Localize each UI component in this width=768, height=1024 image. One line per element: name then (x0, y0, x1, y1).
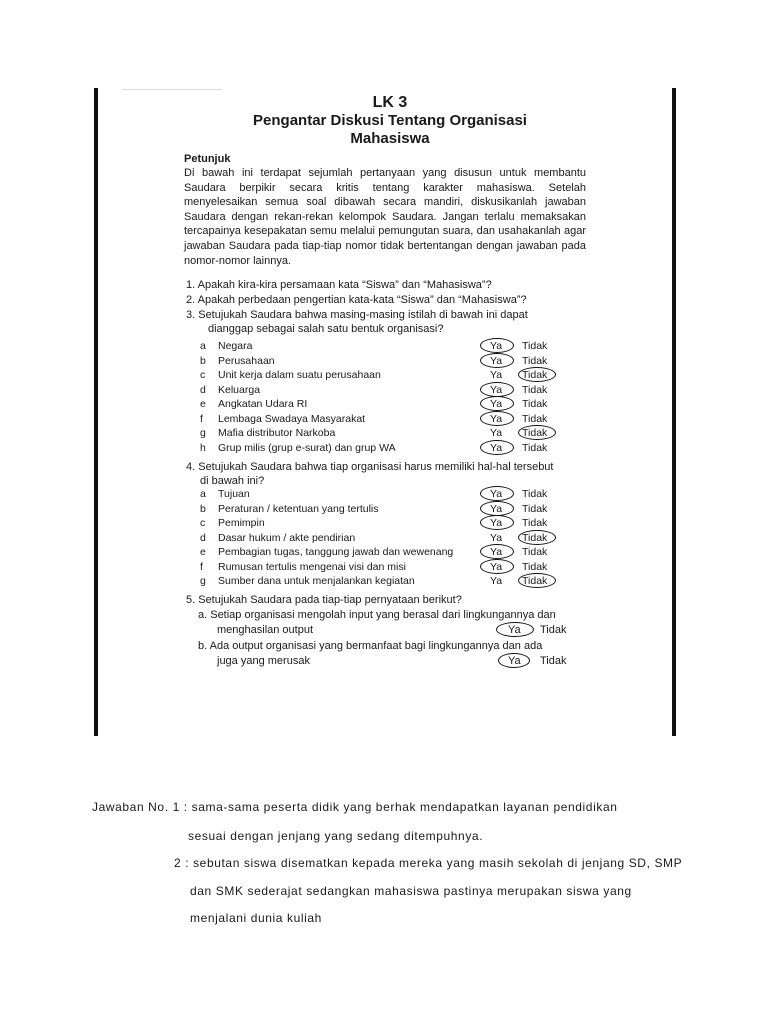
option-tidak: Tidak (522, 546, 548, 558)
question-4-cont: di bawah ini? (200, 475, 265, 487)
option-tidak: Tidak (522, 517, 548, 529)
option-row (200, 575, 580, 589)
option-letter: b (200, 502, 206, 515)
answer-circle (480, 396, 514, 411)
option-row (200, 355, 580, 369)
q5a-answer-circle (496, 622, 534, 637)
answer-circle (480, 501, 514, 516)
worksheet-code: LK 3 (372, 94, 408, 111)
option-label: Unit kerja dalam suatu perusahaan (218, 369, 381, 381)
option-ya: Ya (490, 340, 503, 352)
option-label: Negara (218, 340, 253, 352)
option-label: Rumusan tertulis mengenai visi dan misi (218, 560, 406, 573)
option-ya: Ya (490, 383, 503, 396)
answer-circle (518, 367, 556, 382)
option-label: Sumber dana untuk menjalankan kegiatan (218, 575, 415, 587)
answer-circle (480, 338, 514, 353)
option-letter: d (200, 383, 206, 396)
option-row (200, 546, 580, 560)
option-tidak: Tidak (522, 398, 548, 410)
answer-circle (480, 559, 514, 574)
option-row (200, 384, 580, 398)
answer-line-5: menjalani dunia kuliah (190, 911, 322, 925)
answer-line-4: dan SMK sederajat sedangkan mahasiswa pastinya merupakan siswa yang (190, 884, 632, 898)
option-tidak: Tidak (522, 560, 548, 573)
instructions-heading: Petunjuk (184, 153, 231, 165)
option-tidak: Tidak (522, 531, 548, 544)
option-tidak: Tidak (522, 502, 548, 515)
answer-circle (480, 515, 514, 530)
option-tidak: Tidak (522, 340, 548, 352)
scan-right-edge (672, 88, 676, 736)
answer-circle (480, 382, 514, 397)
q5b-ya: Ya (508, 655, 521, 667)
option-letter: e (200, 546, 206, 558)
option-ya: Ya (490, 546, 503, 558)
option-tidak: Tidak (522, 575, 548, 587)
instructions-paragraph: Di bawah ini terdapat sejumlah pertanyaan yang disusun untuk membantu Saudara berpikir secara kritis tentang karakter mahasiswa. Setelah menyelesaikan semua soal dibawah secara mandiri, diskusikanlah jawaban Saudara dengan rekan-rekan kelompok Saudara. Jangan terlalu memaksakan tercapainya kesepakatan semu melalui pemungutan suara, dan usahakanlah agar jawaban Saudara pada tiap-tiap nomor tidak bertentangan dengan jawaban pada nomor-nomor lainnya. (184, 167, 586, 267)
option-letter: g (200, 427, 206, 439)
answer-circle (480, 440, 514, 455)
option-label: Tujuan (218, 488, 250, 500)
option-label: Keluarga (218, 383, 261, 396)
q5a-tidak: Tidak (540, 624, 567, 636)
scan-left-edge (94, 88, 98, 736)
option-letter: d (200, 531, 206, 544)
option-label: Pemimpin (218, 517, 265, 529)
option-label: Dasar hukum / akte pendirian (218, 531, 356, 544)
option-letter: f (200, 412, 203, 425)
scan-top-mark (122, 89, 222, 90)
question-5b-cont: juga yang merusak (217, 655, 310, 667)
answer-circle (480, 544, 514, 559)
option-ya: Ya (490, 488, 503, 500)
option-label: Perusahaan (218, 354, 275, 367)
option-letter: h (200, 441, 206, 454)
answer-line-3: 2 : sebutan siswa disematkan kepada mereka yang masih sekolah di jenjang SD, SMP (174, 856, 683, 870)
option-letter: g (200, 575, 206, 587)
option-ya: Ya (490, 531, 503, 544)
option-row (200, 532, 580, 546)
q5b-tidak: Tidak (540, 655, 567, 667)
option-letter: c (200, 517, 206, 529)
option-ya: Ya (490, 412, 503, 425)
option-letter: f (200, 560, 203, 573)
option-row (200, 561, 580, 575)
option-tidak: Tidak (522, 369, 548, 381)
option-ya: Ya (490, 502, 503, 515)
option-row (200, 340, 580, 354)
answer-line-2: sesuai dengan jenjang yang sedang ditempuhnya. (188, 829, 484, 843)
option-row (200, 517, 580, 531)
question-4: 4. Setujukah Saudara bahwa tiap organisasi harus memiliki hal-hal tersebut (186, 461, 554, 473)
option-row (200, 398, 580, 412)
option-ya: Ya (490, 398, 503, 410)
option-ya: Ya (490, 427, 503, 439)
answer-circle (518, 530, 556, 545)
question-1: 1. Apakah kira-kira persamaan kata “Siswa” dan “Mahasiswa”? (186, 279, 492, 291)
option-tidak: Tidak (522, 441, 548, 454)
worksheet-title-line2: Mahasiswa (350, 130, 430, 147)
question-2: 2. Apakah perbedaan pengertian kata-kata “Siswa” dan “Mahasiswa”? (186, 294, 527, 306)
option-ya: Ya (490, 560, 503, 573)
worksheet-title-line1: Pengantar Diskusi Tentang Organisasi (253, 112, 527, 129)
option-letter: b (200, 354, 206, 367)
answer-line-1: Jawaban No. 1 : sama-sama peserta didik yang berhak mendapatkan layanan pendidikan (92, 800, 618, 814)
option-ya: Ya (490, 575, 503, 587)
option-tidak: Tidak (522, 488, 548, 500)
answer-circle (480, 486, 514, 501)
option-tidak: Tidak (522, 354, 548, 367)
question-5a: a. Setiap organisasi mengolah input yang berasal dari lingkungannya dan (198, 609, 556, 621)
answer-circle (518, 425, 556, 440)
option-ya: Ya (490, 517, 503, 529)
question-5a-cont: menghasilan output (217, 624, 314, 636)
option-label: Angkatan Udara RI (218, 398, 308, 410)
option-letter: a (200, 488, 206, 500)
option-ya: Ya (490, 354, 503, 367)
option-label: Lembaga Swadaya Masyarakat (218, 412, 366, 425)
option-tidak: Tidak (522, 412, 548, 425)
option-row (200, 369, 580, 383)
question-5: 5. Setujukah Saudara pada tiap-tiap pernyataan berikut? (186, 594, 462, 606)
question-3: 3. Setujukah Saudara bahwa masing-masing istilah di bawah ini dapat (186, 309, 528, 321)
q5a-ya: Ya (508, 624, 521, 636)
option-label: Pembagian tugas, tanggung jawab dan wewenang (218, 546, 454, 558)
option-ya: Ya (490, 441, 503, 454)
option-row (200, 413, 580, 427)
option-tidak: Tidak (522, 427, 548, 439)
option-row (200, 427, 580, 441)
option-label: Mafia distributor Narkoba (218, 427, 336, 439)
option-letter: a (200, 340, 206, 352)
answer-circle (480, 411, 514, 426)
option-tidak: Tidak (522, 383, 548, 396)
option-row (200, 488, 580, 502)
option-row (200, 442, 580, 456)
option-letter: c (200, 369, 206, 381)
option-label: Grup milis (grup e-surat) dan grup WA (218, 441, 396, 454)
answer-circle (480, 353, 514, 368)
answer-circle (518, 573, 556, 588)
question-3-cont: dianggap sebagai salah satu bentuk organisasi? (208, 323, 444, 335)
option-label: Peraturan / ketentuan yang tertulis (218, 502, 379, 515)
option-letter: e (200, 398, 206, 410)
question-5b: b. Ada output organisasi yang bermanfaat bagi lingkungannya dan ada (198, 640, 543, 652)
option-ya: Ya (490, 369, 503, 381)
option-row (200, 503, 580, 517)
q5b-answer-circle (498, 653, 530, 668)
